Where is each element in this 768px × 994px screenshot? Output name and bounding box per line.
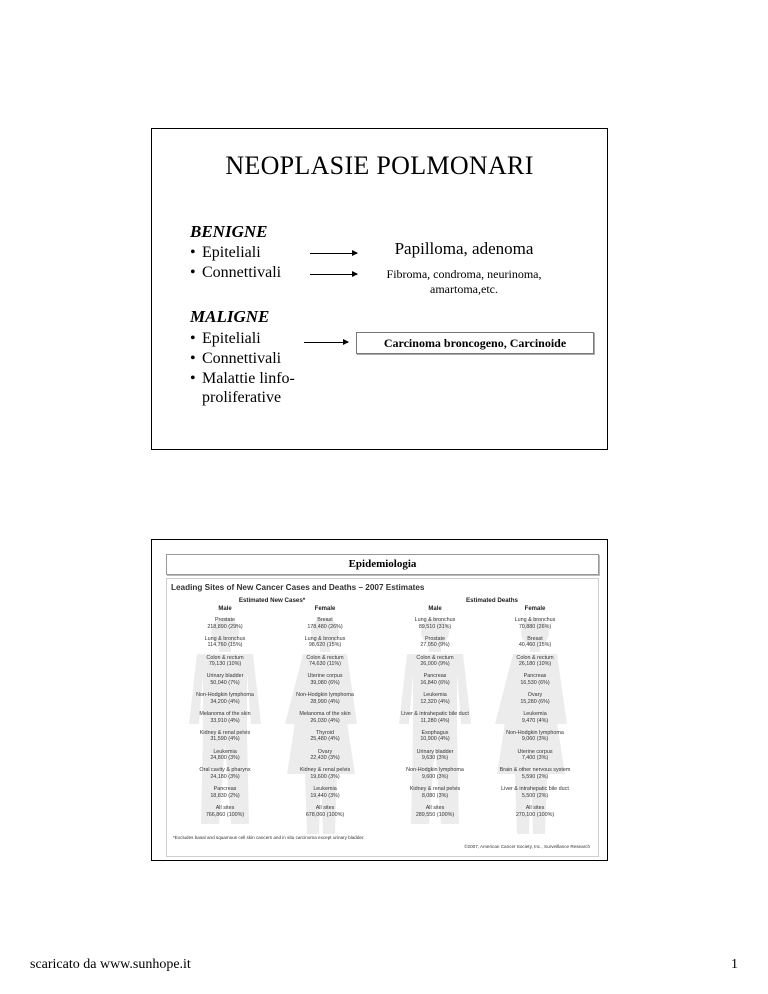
column-new-cases-male xyxy=(179,617,271,824)
table-cell xyxy=(179,805,271,824)
table-cell xyxy=(389,673,481,692)
maligne-item-linfoproliferative xyxy=(190,369,295,407)
table-cell xyxy=(179,692,271,711)
cell-site: Lung & bronchus xyxy=(514,617,556,623)
cell-value: 16,530 (6%) xyxy=(520,679,550,686)
cell-site: Uterine corpus xyxy=(517,748,553,755)
cell-value: 678,060 (100%) xyxy=(305,811,345,818)
cell-value: 18,830 (2%) xyxy=(210,792,240,799)
cell-value: 25,480 (4%) xyxy=(310,736,340,743)
table-cell xyxy=(489,655,581,674)
bullet-text: Connettivali xyxy=(202,350,282,367)
cell-value: 178,480 (26%) xyxy=(307,623,343,630)
cell-value: 9,630 (3%) xyxy=(421,755,449,762)
cell-site: Leukemia xyxy=(213,748,237,755)
cell-value: 16,840 (6%) xyxy=(420,679,450,686)
cell-value: 114,760 (15%) xyxy=(207,642,243,649)
cell-value: 34,200 (4%) xyxy=(210,698,240,705)
bullet-icon: • xyxy=(190,244,196,261)
cell-site: Thyroid xyxy=(316,729,334,736)
bullet-icon: • xyxy=(190,370,196,387)
cell-site: Breast xyxy=(317,617,333,623)
cell-site: Melanoma of the skin xyxy=(299,710,351,717)
benigne-item-epiteliali xyxy=(190,243,261,262)
slide-heading: Epidemiologia xyxy=(166,554,599,575)
group-header-deaths: Estimated Deaths xyxy=(466,597,518,604)
table-copyright: ©2007, American Cancer Society, Inc., Surveillance Research xyxy=(464,844,590,849)
cell-value: 22,430 (3%) xyxy=(310,755,340,762)
cell-value: 9,470 (4%) xyxy=(521,717,549,724)
cell-value: 26,030 (4%) xyxy=(310,717,340,724)
slide-title: NEOPLASIE POLMONARI xyxy=(225,151,534,180)
arrow-right-icon xyxy=(310,274,357,275)
cell-value: 89,510 (31%) xyxy=(418,623,452,630)
table-cell xyxy=(489,786,581,805)
cell-value: 40,460 (15%) xyxy=(518,642,552,649)
cell-site: Urinary bladder xyxy=(416,748,454,755)
table-cell xyxy=(389,749,481,768)
cell-value: 98,620 (15%) xyxy=(308,642,342,649)
cell-value: 24,800 (3%) xyxy=(210,755,240,762)
cell-site: Colon & rectum xyxy=(306,654,344,661)
benigne-connettivali-result xyxy=(366,267,562,297)
cell-site: Lung & bronchus xyxy=(414,617,456,623)
cell-site: Non-Hodgkin lymphoma xyxy=(196,692,254,699)
cell-site: Pancreas xyxy=(423,673,447,680)
cell-value: 9,060 (3%) xyxy=(521,736,549,743)
table-cell xyxy=(389,711,481,730)
column-header: Male xyxy=(218,606,232,612)
cell-value: 12,320 (4%) xyxy=(420,698,450,705)
table-cell xyxy=(279,655,371,674)
group-header-new-cases: Estimated New Cases* xyxy=(238,597,306,604)
cell-site: Lung & bronchus xyxy=(204,635,246,642)
cell-value: 19,600 (3%) xyxy=(310,773,340,780)
cell-value: 28,990 (4%) xyxy=(310,698,340,705)
slide-epidemiologia xyxy=(151,539,608,861)
maligne-result-box: Carcinoma broncogeno, Carcinoide xyxy=(356,332,594,354)
cell-value: 5,500 (2%) xyxy=(521,792,549,799)
table-cell xyxy=(489,673,581,692)
benigne-heading: BENIGNE xyxy=(190,222,268,241)
table-cell xyxy=(279,805,371,824)
cell-site: Ovary xyxy=(527,692,543,699)
page-number: 1 xyxy=(731,957,738,972)
result-line: Fibroma, condroma, neurinoma, xyxy=(386,267,542,281)
cell-site: Kidney & renal pelvis xyxy=(299,767,351,774)
cell-site: Prostate xyxy=(424,635,446,642)
column-header: Female xyxy=(314,606,336,612)
cell-value: 79,130 (10%) xyxy=(208,661,242,668)
cell-value: 74,630 (11%) xyxy=(309,661,341,668)
table-footnote: *Excludes basal and squamous cell skin cancers and in situ carcinoma except urinary bladder. xyxy=(173,835,365,840)
cell-site: Pancreas xyxy=(213,786,237,793)
table-cell xyxy=(179,617,271,636)
table-cell xyxy=(389,730,481,749)
cell-value: 270,100 (100%) xyxy=(515,811,555,818)
table-cell xyxy=(489,711,581,730)
table-cell xyxy=(389,767,481,786)
table-cell xyxy=(179,673,271,692)
table-cell xyxy=(179,786,271,805)
cell-site: Leukemia xyxy=(423,692,447,699)
cell-site: Uterine corpus xyxy=(307,673,343,680)
cell-site: Colon & rectum xyxy=(416,654,454,661)
bullet-text: Connettivali xyxy=(202,264,282,281)
table-cell xyxy=(389,636,481,655)
cell-value: 9,600 (3%) xyxy=(421,773,449,780)
cell-site: Breast xyxy=(527,635,543,642)
table-cell xyxy=(489,805,581,824)
cell-site: Leukemia xyxy=(313,786,337,793)
cell-site: All sites xyxy=(425,804,445,811)
table-cell xyxy=(279,730,371,749)
benigne-epiteliali-result: Papilloma, adenoma xyxy=(394,239,534,258)
cell-site: Non-Hodgkin lymphoma xyxy=(296,692,354,699)
cell-value: 27,050 (9%) xyxy=(420,642,450,649)
cell-value: 15,280 (6%) xyxy=(520,698,550,705)
table-cell xyxy=(389,655,481,674)
table-cell xyxy=(279,749,371,768)
cell-site: Brain & other nervous system xyxy=(499,767,571,774)
table-cell xyxy=(279,692,371,711)
maligne-heading: MALIGNE xyxy=(190,307,270,326)
bullet-icon: • xyxy=(190,330,196,347)
table-cell xyxy=(179,655,271,674)
cell-value: 8,080 (3%) xyxy=(421,792,449,799)
table-cell xyxy=(179,767,271,786)
bullet-icon: • xyxy=(190,264,196,281)
bullet-text: proliferative xyxy=(202,389,282,406)
footer-source: scaricato da www.sunhope.it xyxy=(30,957,191,972)
table-cell xyxy=(279,767,371,786)
table-cell xyxy=(279,673,371,692)
column-deaths-female xyxy=(489,617,581,824)
cell-site: Kidney & renal pelvis xyxy=(199,729,251,736)
table-cell xyxy=(489,617,581,636)
bullet-icon: • xyxy=(190,350,196,367)
maligne-item-connettivali xyxy=(190,349,281,368)
table-title: Leading Sites of New Cancer Cases and Deaths – 2007 Estimates xyxy=(171,583,425,592)
maligne-item-epiteliali xyxy=(190,329,261,348)
cell-site: Esophagus xyxy=(421,729,449,736)
cell-value: 289,550 (100%) xyxy=(415,811,455,818)
cell-value: 26,000 (9%) xyxy=(420,661,450,668)
table-cell xyxy=(279,617,371,636)
table-cell xyxy=(389,805,481,824)
arrow-right-icon xyxy=(310,253,357,254)
table-cell xyxy=(489,730,581,749)
cell-value: 19,440 (3%) xyxy=(310,792,340,799)
cell-value: 5,590 (2%) xyxy=(521,773,549,780)
cell-value: 11,280 (4%) xyxy=(420,717,450,724)
column-deaths-male xyxy=(389,617,481,824)
column-header: Male xyxy=(428,606,442,612)
table-cell xyxy=(489,636,581,655)
cell-site: Colon & rectum xyxy=(516,654,554,661)
cell-site: All sites xyxy=(525,804,545,811)
table-cell xyxy=(389,692,481,711)
cell-site: Melanoma of the skin xyxy=(199,710,251,717)
table-cell xyxy=(179,711,271,730)
cell-value: 33,910 (4%) xyxy=(210,717,240,724)
bullet-text: Epiteliali xyxy=(202,330,261,347)
column-header: Female xyxy=(524,606,546,612)
cell-site: Ovary xyxy=(317,748,333,755)
table-cell xyxy=(179,636,271,655)
arrow-right-icon xyxy=(304,342,348,343)
cell-site: Leukemia xyxy=(523,710,547,717)
cell-value: 26,180 (10%) xyxy=(518,661,552,668)
cancer-statistics-table xyxy=(166,578,599,857)
cell-site: Lung & bronchus xyxy=(304,635,346,642)
table-cell xyxy=(489,767,581,786)
cell-site: Urinary bladder xyxy=(206,673,244,680)
table-cell xyxy=(179,749,271,768)
cell-value: 70,880 (26%) xyxy=(518,623,552,630)
cell-site: Kidney & renal pelvis xyxy=(409,786,461,793)
table-cell xyxy=(389,617,481,636)
cell-site: Pancreas xyxy=(523,673,547,680)
cell-value: 24,180 (3%) xyxy=(210,773,240,780)
cell-value: 218,890 (29%) xyxy=(207,623,243,630)
cell-site: All sites xyxy=(315,804,335,811)
table-cell xyxy=(179,730,271,749)
cell-site: Colon & rectum xyxy=(206,654,244,661)
cell-site: Prostate xyxy=(214,617,236,623)
cell-site: Liver & intrahepatic bile duct xyxy=(501,786,569,793)
bullet-text: Malattie linfo- xyxy=(202,370,295,387)
cell-value: 50,040 (7%) xyxy=(210,679,240,686)
cell-value: 39,080 (6%) xyxy=(310,679,340,686)
cell-site: All sites xyxy=(215,804,235,811)
column-new-cases-female xyxy=(279,617,371,824)
slide-neoplasie xyxy=(151,128,608,450)
cell-value: 766,860 (100%) xyxy=(205,811,245,818)
result-line: amartoma,etc. xyxy=(430,282,498,296)
table-cell xyxy=(279,786,371,805)
cell-site: Oral cavity & pharynx xyxy=(199,767,251,774)
cell-site: Liver & intrahepatic bile duct xyxy=(401,710,469,717)
cell-site: Non-Hodgkin lymphoma xyxy=(506,729,564,736)
cell-value: 31,590 (4%) xyxy=(210,736,240,743)
bullet-text: Epiteliali xyxy=(202,244,261,261)
table-cell xyxy=(279,636,371,655)
cell-value: 10,900 (4%) xyxy=(420,736,450,743)
benigne-item-connettivali xyxy=(190,263,281,282)
table-cell xyxy=(279,711,371,730)
table-cell xyxy=(489,749,581,768)
cell-site: Non-Hodgkin lymphoma xyxy=(406,767,464,774)
table-cell xyxy=(389,786,481,805)
cell-value: 7,400 (3%) xyxy=(521,755,549,762)
table-cell xyxy=(489,692,581,711)
